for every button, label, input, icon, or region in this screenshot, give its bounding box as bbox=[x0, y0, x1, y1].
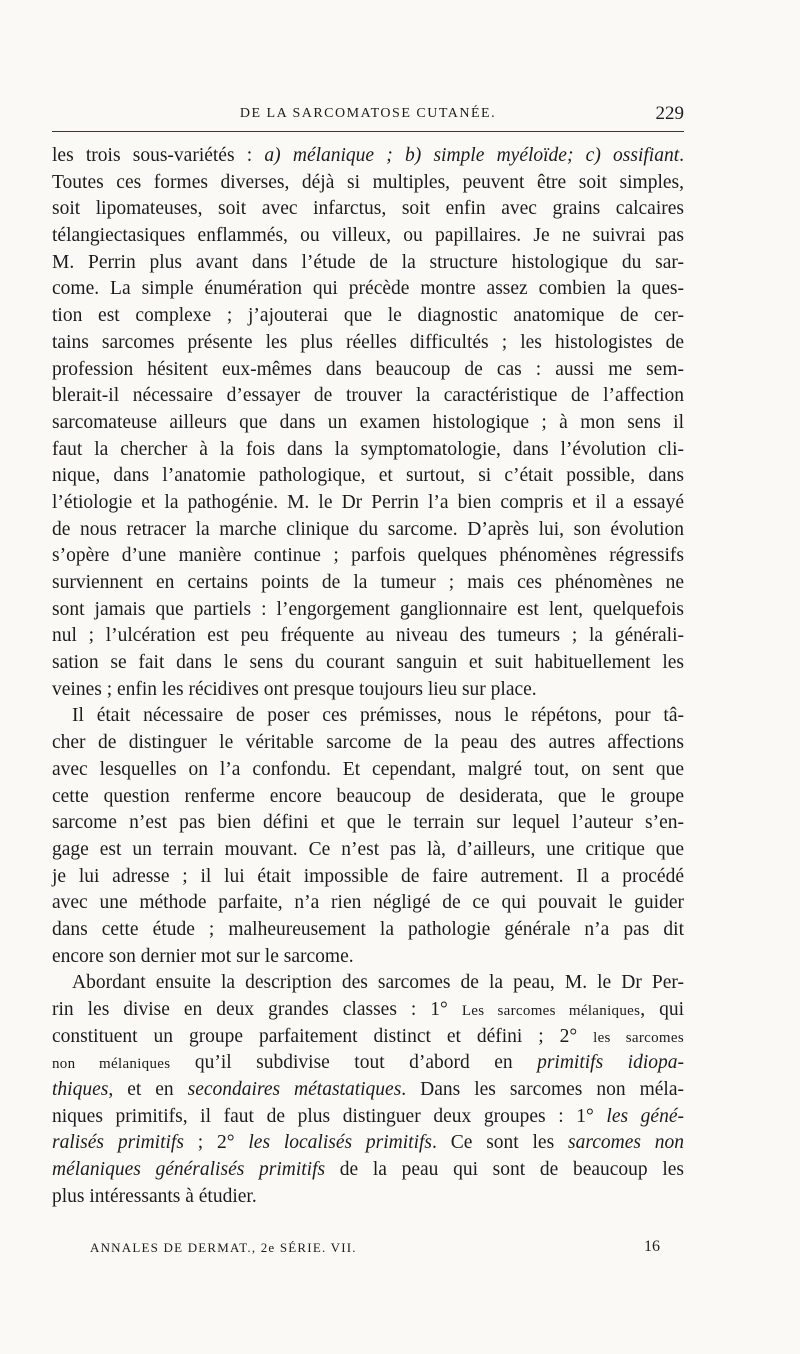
text-line: de nous retracer la marche clinique du sarcome. D’après lui, son évolution bbox=[52, 518, 684, 540]
text-line: blerait-il nécessaire d’essayer de trouver la caractéristique de l’affection bbox=[52, 385, 684, 407]
text-line: niques primitifs, il faut de plus distinguer deux groupes : 1° les géné- bbox=[52, 1105, 684, 1127]
text-line: profession hésitent eux-mêmes dans beaucoup de cas : aussi me sem- bbox=[52, 358, 684, 380]
text-line: constituent un groupe parfaitement distinct et défini ; 2° les sarcomes bbox=[52, 1025, 684, 1047]
text-line: Abordant ensuite la description des sarcomes de la peau, M. le Dr Per- bbox=[72, 972, 684, 994]
text-line: avec lesquelles on l’a confondu. Et cependant, malgré tout, on sent que bbox=[52, 758, 684, 780]
text-line: télangiectasiques enflammés, ou villeux, ou papillaires. Je ne suivrai pas bbox=[52, 225, 684, 247]
text-line: les trois sous-variétés : a) mélanique ; b) simple myéloïde; c) ossifiant. bbox=[52, 145, 684, 166]
text-line: nul ; l’ulcération est peu fréquente au niveau des tumeurs ; la générali- bbox=[52, 625, 684, 647]
text-line: cette question renferme encore beaucoup de desiderata, que le groupe bbox=[52, 785, 684, 807]
text-line: dans cette étude ; malheureusement la pathologie générale n’a pas dit bbox=[52, 918, 684, 940]
text-line: je lui adresse ; il lui était impossible de faire autrement. Il a procédé bbox=[52, 865, 684, 887]
text-line: l’étiologie et la pathogénie. M. le Dr Perrin l’a bien compris et il a essayé bbox=[52, 491, 684, 513]
text-line: mélaniques généralisés primitifs de la peau qui sont de beaucoup les bbox=[52, 1159, 684, 1181]
text-line: cher de distinguer le véritable sarcome de la peau des autres affections bbox=[52, 732, 684, 754]
text-line: plus intéressants à étudier. bbox=[52, 1185, 257, 1207]
text-line: faut la chercher à la fois dans la symptomatologie, dans l’évolution cli- bbox=[52, 438, 684, 460]
text-line: rin les divise en deux grandes classes : 1° Les sarcomes mélaniques, qui bbox=[52, 999, 685, 1020]
signature-mark: 16 bbox=[644, 1238, 660, 1255]
text-line: veines ; enfin les récidives ont presque toujours lieu sur place. bbox=[52, 678, 537, 700]
text-line: non mélaniques qu’il subdivise tout d’abord en primitifs idiopa- bbox=[52, 1052, 684, 1074]
text-line: tains sarcomes présente les plus réelles difficultés ; les histologistes de bbox=[52, 331, 684, 353]
text-line: sarcome n’est pas bien défini et que le terrain sur lequel l’auteur s’en- bbox=[52, 812, 684, 834]
text-line: sont jamais que partiels : l’engorgement ganglionnaire est lent, quelquefois bbox=[52, 598, 684, 620]
text-line: soit lipomateuses, soit avec infarctus, soit enfin avec grains calcaires bbox=[52, 198, 684, 220]
text-line: gage est un terrain mouvant. Ce n’est pas là, d’ailleurs, une critique que bbox=[52, 838, 684, 860]
text-line: M. Perrin plus avant dans l’étude de la structure histologique du sar- bbox=[52, 251, 684, 273]
text-line: Toutes ces formes diverses, déjà si multiples, peuvent être soit simples, bbox=[52, 171, 684, 193]
body-text bbox=[52, 143, 684, 1211]
footer bbox=[90, 1238, 660, 1262]
text-line: surviennent en certains points de la tumeur ; mais ces phénomènes ne bbox=[52, 572, 684, 593]
text-line: encore son dernier mot sur le sarcome. bbox=[52, 945, 354, 967]
text-line: sarcomateuse ailleurs que dans un examen histologique ; à mon sens il bbox=[52, 411, 684, 433]
text-line: avec une méthode parfaite, n’a rien négligé de ce qui pouvait le guider bbox=[52, 892, 684, 914]
text-line: tion est complexe ; j’ajouterai que le diagnostic anatomique de cer- bbox=[52, 305, 684, 327]
running-head bbox=[52, 103, 684, 129]
text-line: thiques, et en secondaires métastatiques. Dans les sarcomes non méla- bbox=[52, 1079, 684, 1101]
text-line: s’opère d’une manière continue ; parfois quelques phénomènes régressifs bbox=[52, 545, 684, 567]
text-line: come. La simple énumération qui précède montre assez combien la ques- bbox=[52, 278, 684, 300]
running-title: DE LA SARCOMATOSE CUTANÉE. bbox=[239, 106, 497, 121]
text-line: ralisés primitifs ; 2° les localisés primitifs. Ce sont les sarcomes non bbox=[52, 1132, 685, 1154]
page-number: 229 bbox=[655, 103, 684, 124]
text-line: Il était nécessaire de poser ces prémisses, nous le répétons, pour tâ- bbox=[72, 705, 684, 727]
header-rule bbox=[52, 131, 684, 132]
journal-reference: ANNALES DE DERMAT., 2e SÉRIE. VII. bbox=[90, 1240, 357, 1255]
text-line: sation se fait dans le sens du courant sanguin et suit habituellement les bbox=[52, 652, 684, 674]
text-line: nique, dans l’anatomie pathologique, et surtout, si c’était possible, dans bbox=[52, 465, 684, 487]
